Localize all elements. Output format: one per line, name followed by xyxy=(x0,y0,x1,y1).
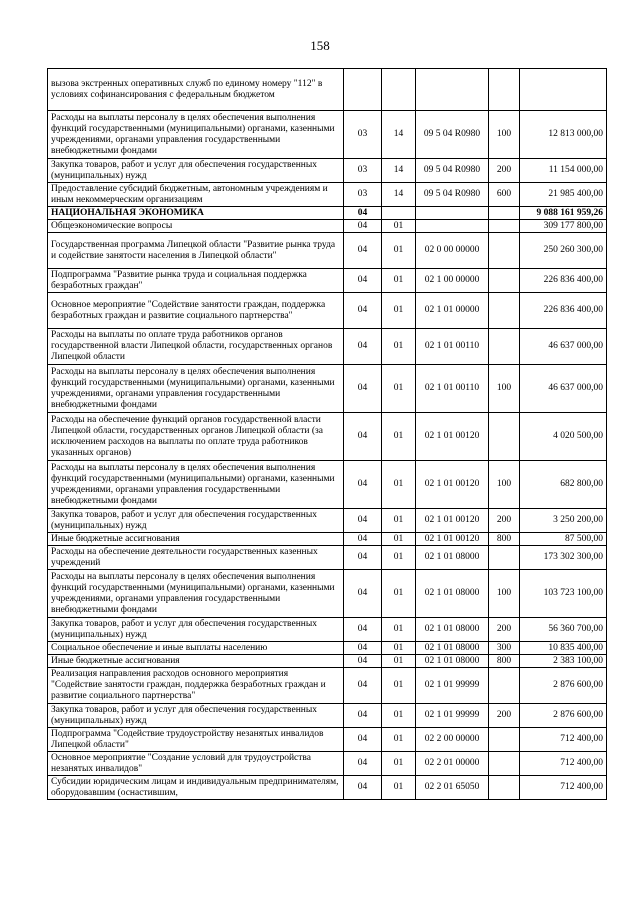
row-section-code: 04 xyxy=(344,752,382,776)
row-amount: 682 800,00 xyxy=(520,461,607,509)
row-name: Закупка товаров, работ и услуг для обеспечения государственных (муниципальных) нужд xyxy=(48,704,344,728)
row-target-article xyxy=(416,220,489,233)
row-subsection-code: 01 xyxy=(382,461,416,509)
row-subsection-code: 01 xyxy=(382,233,416,269)
row-target-article: 02 1 01 99999 xyxy=(416,668,489,704)
table-row xyxy=(48,509,607,533)
table-row xyxy=(48,269,607,293)
row-amount: 56 360 700,00 xyxy=(520,618,607,642)
row-amount: 11 154 000,00 xyxy=(520,159,607,183)
table-row xyxy=(48,159,607,183)
row-name: Основное мероприятие "Создание условий для трудоустройства незанятых инвалидов" xyxy=(48,752,344,776)
row-name: Расходы на выплаты персоналу в целях обеспечения выполнения функций государственными (муниципальными) органами, казенными учреждениями, органами управления государственными внебюджетными фондами xyxy=(48,365,344,413)
row-target-article: 02 1 01 99999 xyxy=(416,704,489,728)
row-subsection-code: 01 xyxy=(382,293,416,329)
row-target-article: 02 1 01 08000 xyxy=(416,655,489,668)
row-section-code: 04 xyxy=(344,413,382,461)
row-expense-type xyxy=(489,752,520,776)
row-amount: 2 876 600,00 xyxy=(520,668,607,704)
row-subsection-code: 01 xyxy=(382,365,416,413)
row-name: Подпрограмма "Развитие рынка труда и социальная поддержка безработных граждан" xyxy=(48,269,344,293)
row-subsection-code: 01 xyxy=(382,533,416,546)
table-row xyxy=(48,69,607,111)
row-target-article: 02 1 01 00120 xyxy=(416,533,489,546)
row-subsection-code: 01 xyxy=(382,220,416,233)
row-target-article: 02 1 01 08000 xyxy=(416,642,489,655)
row-expense-type: 300 xyxy=(489,642,520,655)
row-name: Реализация направления расходов основного мероприятия "Содействие занятости граждан, поддержка безработных граждан и развитие социального партнерства" xyxy=(48,668,344,704)
row-target-article: 02 1 01 00110 xyxy=(416,365,489,413)
row-amount: 2 383 100,00 xyxy=(520,655,607,668)
row-target-article: 09 5 04 R0980 xyxy=(416,183,489,207)
table-row xyxy=(48,668,607,704)
row-target-article: 02 1 01 00000 xyxy=(416,293,489,329)
row-expense-type xyxy=(489,69,520,111)
row-subsection-code: 01 xyxy=(382,546,416,570)
row-name: Расходы на выплаты персоналу в целях обеспечения выполнения функций государственными (муниципальными) органами, казенными учреждениями, органами управления государственными внебюджетными фондами xyxy=(48,111,344,159)
row-expense-type xyxy=(489,413,520,461)
row-subsection-code: 14 xyxy=(382,159,416,183)
row-name: Расходы на обеспечение функций органов государственной власти Липецкой области, государственных органов Липецкой области (за исключением расходов на выплаты по оплате труда работников указанных органов) xyxy=(48,413,344,461)
row-target-article: 02 1 01 00110 xyxy=(416,329,489,365)
row-target-article: 09 5 04 R0980 xyxy=(416,111,489,159)
row-section-code: 03 xyxy=(344,159,382,183)
row-target-article xyxy=(416,69,489,111)
row-expense-type xyxy=(489,776,520,800)
row-expense-type xyxy=(489,220,520,233)
row-target-article: 02 2 01 65050 xyxy=(416,776,489,800)
row-section-code xyxy=(344,69,382,111)
row-subsection-code: 01 xyxy=(382,668,416,704)
row-amount: 46 637 000,00 xyxy=(520,329,607,365)
row-subsection-code: 01 xyxy=(382,642,416,655)
row-expense-type xyxy=(489,293,520,329)
row-amount: 9 088 161 959,26 xyxy=(520,207,607,220)
table-row xyxy=(48,233,607,269)
row-section-code: 04 xyxy=(344,329,382,365)
table-row xyxy=(48,111,607,159)
row-target-article: 02 1 01 00120 xyxy=(416,509,489,533)
row-section-code: 03 xyxy=(344,183,382,207)
row-name: Иные бюджетные ассигнования xyxy=(48,533,344,546)
row-subsection-code: 01 xyxy=(382,618,416,642)
row-name: Расходы на выплаты персоналу в целях обеспечения выполнения функций государственными (муниципальными) органами, казенными учреждениями, органами управления государственными внебюджетными фондами xyxy=(48,570,344,618)
row-section-code: 04 xyxy=(344,269,382,293)
table-row xyxy=(48,183,607,207)
row-target-article: 02 2 00 00000 xyxy=(416,728,489,752)
page-number: 158 xyxy=(310,38,330,53)
row-name: Субсидии юридическим лицам и индивидуальным предпринимателям, оборудовавшим (оснастившим, xyxy=(48,776,344,800)
row-amount: 250 260 300,00 xyxy=(520,233,607,269)
row-section-code: 04 xyxy=(344,655,382,668)
row-subsection-code: 01 xyxy=(382,655,416,668)
row-section-code: 04 xyxy=(344,776,382,800)
row-amount: 46 637 000,00 xyxy=(520,365,607,413)
row-amount: 712 400,00 xyxy=(520,752,607,776)
row-name: вызова экстренных оперативных служб по единому номеру "112" в условиях софинансирования с федеральным бюджетом xyxy=(48,69,344,111)
row-amount: 103 723 100,00 xyxy=(520,570,607,618)
row-section-code: 04 xyxy=(344,233,382,269)
row-expense-type xyxy=(489,546,520,570)
row-amount: 712 400,00 xyxy=(520,728,607,752)
table-row xyxy=(48,365,607,413)
row-expense-type: 200 xyxy=(489,509,520,533)
row-amount: 12 813 000,00 xyxy=(520,111,607,159)
row-subsection-code xyxy=(382,69,416,111)
row-section-code: 04 xyxy=(344,220,382,233)
table-row xyxy=(48,728,607,752)
row-name: Общеэкономические вопросы xyxy=(48,220,344,233)
row-section-code: 04 xyxy=(344,668,382,704)
row-amount: 173 302 300,00 xyxy=(520,546,607,570)
budget-table-body xyxy=(48,69,607,800)
table-row xyxy=(48,220,607,233)
table-row xyxy=(48,413,607,461)
row-subsection-code: 14 xyxy=(382,111,416,159)
row-name: Предоставление субсидий бюджетным, автономным учреждениям и иным некоммерческим организациям xyxy=(48,183,344,207)
row-name: Иные бюджетные ассигнования xyxy=(48,655,344,668)
row-subsection-code: 01 xyxy=(382,509,416,533)
table-row xyxy=(48,207,607,220)
row-section-code: 04 xyxy=(344,533,382,546)
row-section-code: 04 xyxy=(344,365,382,413)
row-expense-type: 800 xyxy=(489,655,520,668)
row-subsection-code: 01 xyxy=(382,776,416,800)
table-row xyxy=(48,329,607,365)
row-target-article: 02 1 01 00120 xyxy=(416,461,489,509)
row-name: Основное мероприятие "Содействие занятости граждан, поддержка безработных граждан и развитие социального партнерства" xyxy=(48,293,344,329)
row-amount: 2 876 600,00 xyxy=(520,704,607,728)
row-amount: 3 250 200,00 xyxy=(520,509,607,533)
row-expense-type xyxy=(489,269,520,293)
row-target-article: 09 5 04 R0980 xyxy=(416,159,489,183)
row-expense-type xyxy=(489,728,520,752)
row-section-code: 04 xyxy=(344,728,382,752)
row-section-code: 04 xyxy=(344,509,382,533)
row-amount: 10 835 400,00 xyxy=(520,642,607,655)
row-subsection-code: 01 xyxy=(382,570,416,618)
table-row xyxy=(48,533,607,546)
row-target-article: 02 1 01 00120 xyxy=(416,413,489,461)
row-expense-type: 100 xyxy=(489,461,520,509)
table-row xyxy=(48,642,607,655)
row-target-article xyxy=(416,207,489,220)
table-row xyxy=(48,776,607,800)
row-section-code: 04 xyxy=(344,570,382,618)
row-expense-type xyxy=(489,329,520,365)
row-target-article: 02 1 01 08000 xyxy=(416,618,489,642)
table-row xyxy=(48,461,607,509)
row-subsection-code xyxy=(382,207,416,220)
row-name: Расходы на выплаты персоналу в целях обеспечения выполнения функций государственными (муниципальными) органами, казенными учреждениями, органами управления государственными внебюджетными фондами xyxy=(48,461,344,509)
row-amount: 21 985 400,00 xyxy=(520,183,607,207)
row-expense-type: 600 xyxy=(489,183,520,207)
row-name: Расходы на выплаты по оплате труда работников органов государственной власти Липецкой области, государственных органов Липецкой области xyxy=(48,329,344,365)
row-section-code: 04 xyxy=(344,546,382,570)
row-name: Закупка товаров, работ и услуг для обеспечения государственных (муниципальных) нужд xyxy=(48,618,344,642)
row-name: Закупка товаров, работ и услуг для обеспечения государственных (муниципальных) нужд xyxy=(48,159,344,183)
budget-table xyxy=(47,68,607,800)
row-amount xyxy=(520,69,607,111)
row-expense-type: 200 xyxy=(489,159,520,183)
row-name: Расходы на обеспечение деятельности государственных казенных учреждений xyxy=(48,546,344,570)
row-target-article: 02 2 01 00000 xyxy=(416,752,489,776)
row-amount: 226 836 400,00 xyxy=(520,269,607,293)
row-name: Государственная программа Липецкой области "Развитие рынка труда и содействие занятости населения в Липецкой области" xyxy=(48,233,344,269)
row-subsection-code: 01 xyxy=(382,728,416,752)
row-expense-type: 200 xyxy=(489,704,520,728)
row-target-article: 02 1 01 08000 xyxy=(416,546,489,570)
row-expense-type xyxy=(489,207,520,220)
row-amount: 309 177 800,00 xyxy=(520,220,607,233)
table-row xyxy=(48,546,607,570)
table-row xyxy=(48,293,607,329)
row-subsection-code: 01 xyxy=(382,329,416,365)
row-target-article: 02 1 00 00000 xyxy=(416,269,489,293)
row-section-code: 04 xyxy=(344,293,382,329)
table-row xyxy=(48,655,607,668)
row-subsection-code: 01 xyxy=(382,704,416,728)
row-amount: 4 020 500,00 xyxy=(520,413,607,461)
row-name: Социальное обеспечение и иные выплаты населению xyxy=(48,642,344,655)
row-expense-type: 800 xyxy=(489,533,520,546)
row-expense-type xyxy=(489,233,520,269)
table-row xyxy=(48,704,607,728)
row-name: Подпрограмма "Содействие трудоустройству незанятых инвалидов Липецкой области" xyxy=(48,728,344,752)
table-row xyxy=(48,570,607,618)
row-amount: 226 836 400,00 xyxy=(520,293,607,329)
row-target-article: 02 1 01 08000 xyxy=(416,570,489,618)
row-expense-type: 100 xyxy=(489,111,520,159)
row-name: Закупка товаров, работ и услуг для обеспечения государственных (муниципальных) нужд xyxy=(48,509,344,533)
row-section-code: 04 xyxy=(344,618,382,642)
row-subsection-code: 01 xyxy=(382,269,416,293)
row-section-code: 03 xyxy=(344,111,382,159)
row-expense-type: 100 xyxy=(489,570,520,618)
row-expense-type: 100 xyxy=(489,365,520,413)
row-section-code: 04 xyxy=(344,207,382,220)
row-expense-type xyxy=(489,668,520,704)
row-target-article: 02 0 00 00000 xyxy=(416,233,489,269)
row-section-code: 04 xyxy=(344,642,382,655)
table-row xyxy=(48,752,607,776)
row-expense-type: 200 xyxy=(489,618,520,642)
row-amount: 87 500,00 xyxy=(520,533,607,546)
row-amount: 712 400,00 xyxy=(520,776,607,800)
table-row xyxy=(48,618,607,642)
row-subsection-code: 01 xyxy=(382,413,416,461)
row-section-code: 04 xyxy=(344,461,382,509)
row-subsection-code: 14 xyxy=(382,183,416,207)
row-name: НАЦИОНАЛЬНАЯ ЭКОНОМИКА xyxy=(48,207,344,220)
row-subsection-code: 01 xyxy=(382,752,416,776)
row-section-code: 04 xyxy=(344,704,382,728)
